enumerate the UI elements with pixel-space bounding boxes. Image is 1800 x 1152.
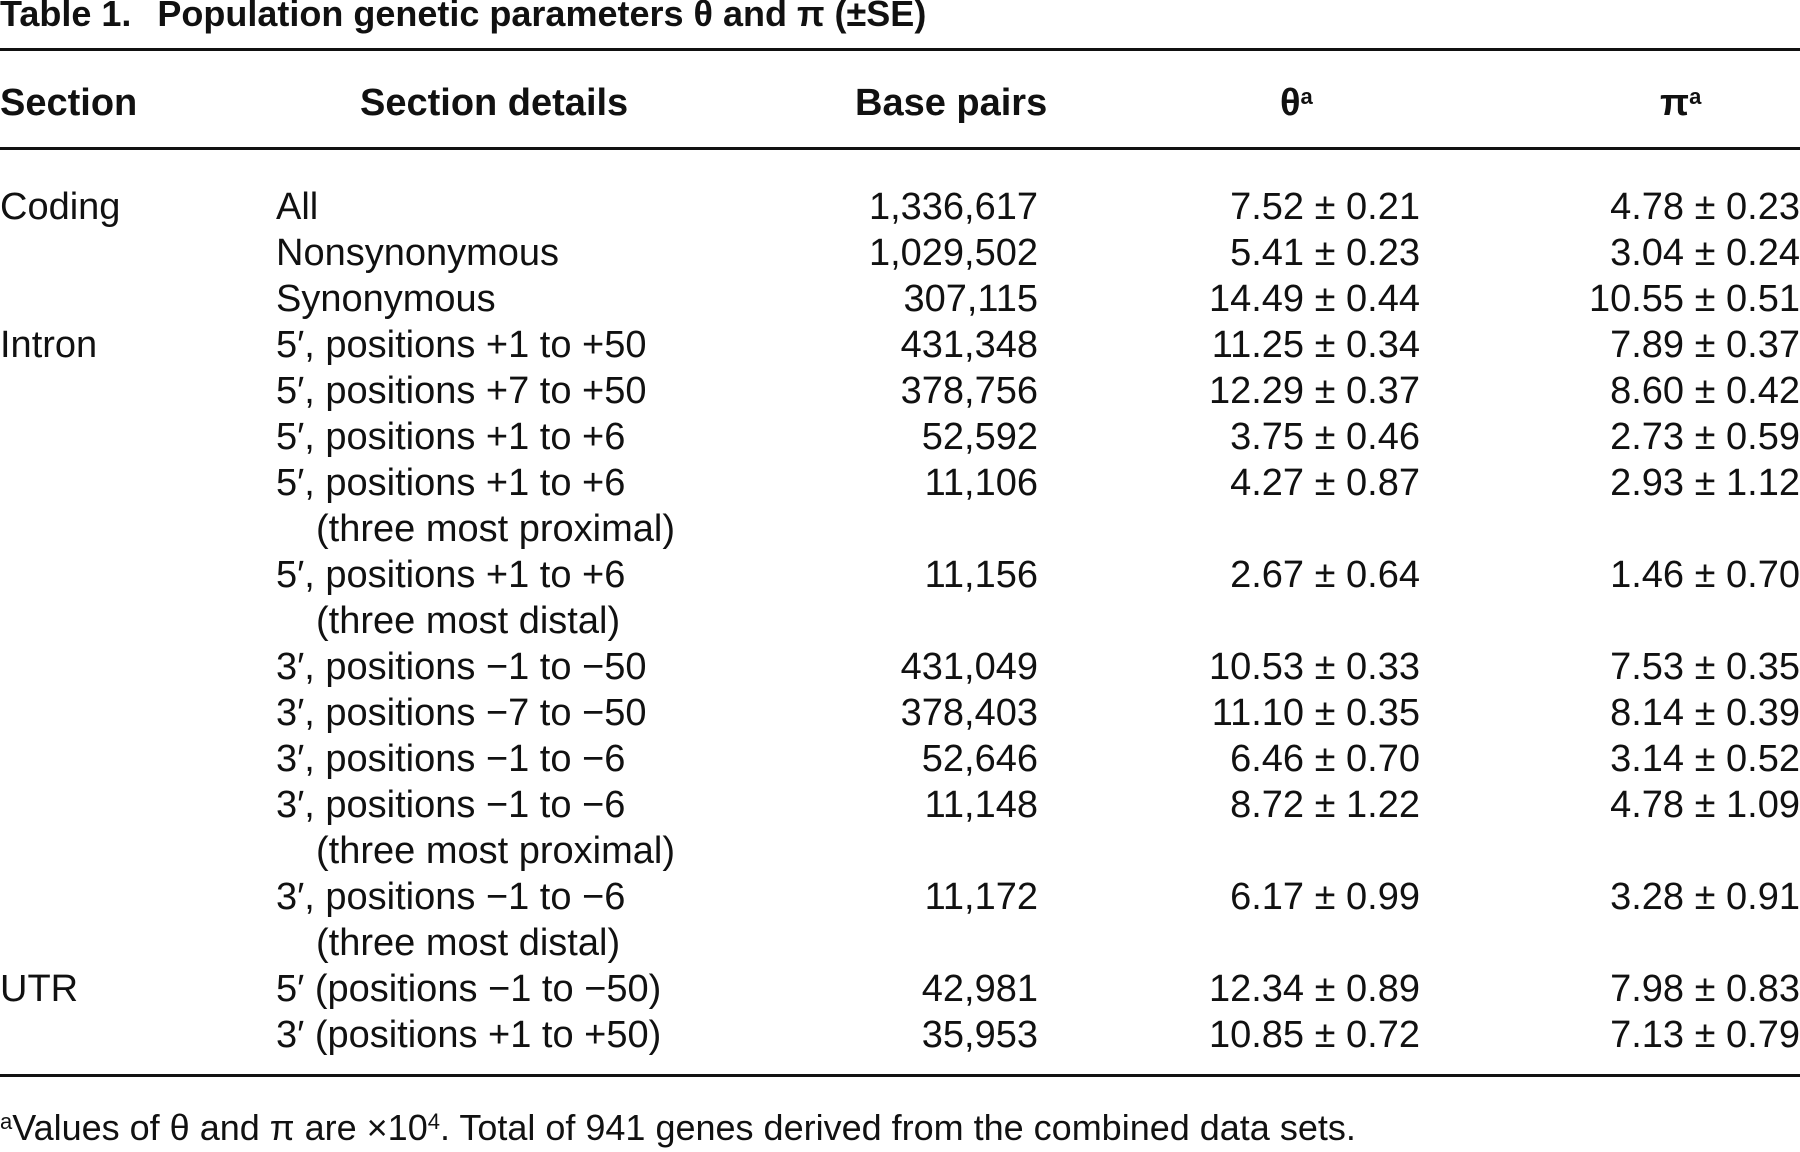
theta-cell: 10.53 ± 0.33 (1208, 646, 1420, 688)
base-pairs-cell: 42,981 (921, 968, 1038, 1010)
theta-cell: 11.10 ± 0.35 (1211, 692, 1420, 734)
pi-cell: 8.60 ± 0.42 (1610, 370, 1800, 412)
table-row (0, 874, 1800, 966)
theta-cell: 7.52 ± 0.21 (1230, 186, 1420, 228)
base-pairs-cell: 431,348 (900, 324, 1038, 366)
base-pairs-cell: 307,115 (903, 278, 1038, 320)
base-pairs-cell: 1,029,502 (868, 232, 1038, 274)
table-body (0, 184, 1800, 1058)
base-pairs-cell: 52,592 (921, 416, 1038, 458)
table-row (0, 414, 1800, 460)
pi-cell: 4.78 ± 0.23 (1610, 186, 1800, 228)
details-subline: (three most proximal) (316, 508, 675, 550)
pi-cell: 8.14 ± 0.39 (1610, 692, 1800, 734)
details-line: Nonsynonymous (276, 232, 560, 274)
table-row (0, 1012, 1800, 1058)
pi-cell: 3.14 ± 0.52 (1610, 738, 1800, 780)
base-pairs-cell: 11,148 (924, 784, 1038, 826)
header-pi-footnote-marker: a (1689, 84, 1702, 109)
table-row (0, 782, 1800, 874)
table-row (0, 736, 1800, 782)
header-theta-footnote-marker: a (1300, 84, 1313, 109)
details-line: 5′, positions +1 to +6 (276, 554, 626, 596)
table-row (0, 368, 1800, 414)
pi-cell: 10.55 ± 0.51 (1588, 278, 1800, 320)
details-cell (276, 874, 625, 966)
theta-cell: 14.49 ± 0.44 (1208, 278, 1420, 320)
details-line: 5′, positions +1 to +6 (276, 416, 626, 458)
details-line: 3′ (positions +1 to +50) (276, 1014, 662, 1056)
details-line: 5′ (positions −1 to −50) (276, 968, 662, 1010)
theta-cell: 11.25 ± 0.34 (1211, 324, 1420, 366)
details-line: All (276, 186, 319, 228)
section-cell: UTR (0, 968, 79, 1010)
theta-cell: 10.85 ± 0.72 (1208, 1014, 1420, 1056)
pi-cell: 3.28 ± 0.91 (1610, 876, 1800, 918)
theta-cell: 5.41 ± 0.23 (1230, 232, 1420, 274)
header-pi-symbol: π (1660, 82, 1690, 124)
details-subline: (three most proximal) (316, 830, 675, 872)
table-row (0, 230, 1800, 276)
details-line: 3′, positions −1 to −6 (276, 784, 626, 826)
theta-cell: 2.67 ± 0.64 (1230, 554, 1420, 596)
table-footnote (0, 1104, 1356, 1152)
pi-cell: 7.53 ± 0.35 (1610, 646, 1800, 688)
details-cell (276, 644, 647, 690)
header-base-pairs: Base pairs (855, 82, 1048, 124)
pi-cell: 7.13 ± 0.79 (1610, 1014, 1800, 1056)
base-pairs-cell: 378,756 (900, 370, 1038, 412)
table-row (0, 460, 1800, 552)
details-cell (276, 1012, 661, 1058)
theta-cell: 6.46 ± 0.70 (1230, 738, 1420, 780)
table-row (0, 690, 1800, 736)
table-label: Table 1. (0, 0, 132, 34)
pi-cell: 4.78 ± 1.09 (1610, 784, 1800, 826)
details-cell (276, 782, 675, 874)
details-cell (276, 322, 647, 368)
header-theta (1280, 78, 1313, 128)
theta-cell: 12.34 ± 0.89 (1208, 968, 1420, 1010)
table-row (0, 966, 1800, 1012)
header-pi (1660, 78, 1701, 128)
details-cell (276, 690, 647, 736)
top-rule (0, 48, 1800, 51)
theta-cell: 6.17 ± 0.99 (1230, 876, 1420, 918)
header-theta-symbol: θ (1280, 82, 1301, 124)
table-row (0, 184, 1800, 230)
bottom-rule (0, 1074, 1800, 1077)
header-rule (0, 147, 1800, 150)
details-cell (276, 552, 625, 644)
base-pairs-cell: 35,953 (921, 1014, 1038, 1056)
base-pairs-cell: 431,049 (900, 646, 1038, 688)
section-cell: Intron (0, 324, 98, 366)
pi-cell: 1.46 ± 0.70 (1610, 554, 1800, 596)
section-cell: Coding (0, 186, 121, 228)
base-pairs-cell: 11,156 (924, 554, 1038, 596)
base-pairs-cell: 11,172 (924, 876, 1038, 918)
footnote-marker: a (0, 1109, 13, 1134)
base-pairs-cell: 11,106 (924, 462, 1038, 504)
details-line: 3′, positions −1 to −6 (276, 876, 626, 918)
table-row (0, 552, 1800, 644)
header-section-details: Section details (360, 82, 629, 124)
details-cell (276, 966, 661, 1012)
table-row (0, 276, 1800, 322)
footnote-text-start: Values of θ and π are ×10 (12, 1107, 428, 1148)
header-section: Section (0, 82, 138, 124)
details-cell (276, 368, 647, 414)
footnote-exponent: 4 (427, 1109, 440, 1134)
base-pairs-cell: 1,336,617 (868, 186, 1038, 228)
theta-cell: 4.27 ± 0.87 (1230, 462, 1420, 504)
theta-cell: 12.29 ± 0.37 (1208, 370, 1420, 412)
details-line: 3′, positions −1 to −50 (276, 646, 647, 688)
details-line: 5′, positions +1 to +50 (276, 324, 647, 366)
details-line: Synonymous (276, 278, 496, 320)
table-title: Population genetic parameters θ and π (±SE) (157, 0, 927, 34)
details-subline: (three most distal) (316, 922, 621, 964)
details-cell (276, 414, 625, 460)
theta-cell: 3.75 ± 0.46 (1230, 416, 1420, 458)
details-line: 3′, positions −7 to −50 (276, 692, 647, 734)
table-row (0, 322, 1800, 368)
pi-cell: 7.98 ± 0.83 (1610, 968, 1800, 1010)
details-line: 3′, positions −1 to −6 (276, 738, 626, 780)
pi-cell: 2.93 ± 1.12 (1610, 462, 1800, 504)
base-pairs-cell: 378,403 (900, 692, 1038, 734)
details-cell (276, 184, 318, 230)
details-line: 5′, positions +7 to +50 (276, 370, 647, 412)
base-pairs-cell: 52,646 (921, 738, 1038, 780)
theta-cell: 8.72 ± 1.22 (1230, 784, 1420, 826)
pi-cell: 2.73 ± 0.59 (1610, 416, 1800, 458)
details-line: 5′, positions +1 to +6 (276, 462, 626, 504)
details-cell (276, 276, 496, 322)
footnote-text-end: . Total of 941 genes derived from the combined data sets. (439, 1107, 1356, 1148)
pi-cell: 3.04 ± 0.24 (1610, 232, 1800, 274)
pi-cell: 7.89 ± 0.37 (1610, 324, 1800, 366)
details-cell (276, 230, 559, 276)
details-cell (276, 460, 675, 552)
details-cell (276, 736, 625, 782)
details-subline: (three most distal) (316, 600, 621, 642)
table-caption (0, 0, 926, 38)
table-row (0, 644, 1800, 690)
